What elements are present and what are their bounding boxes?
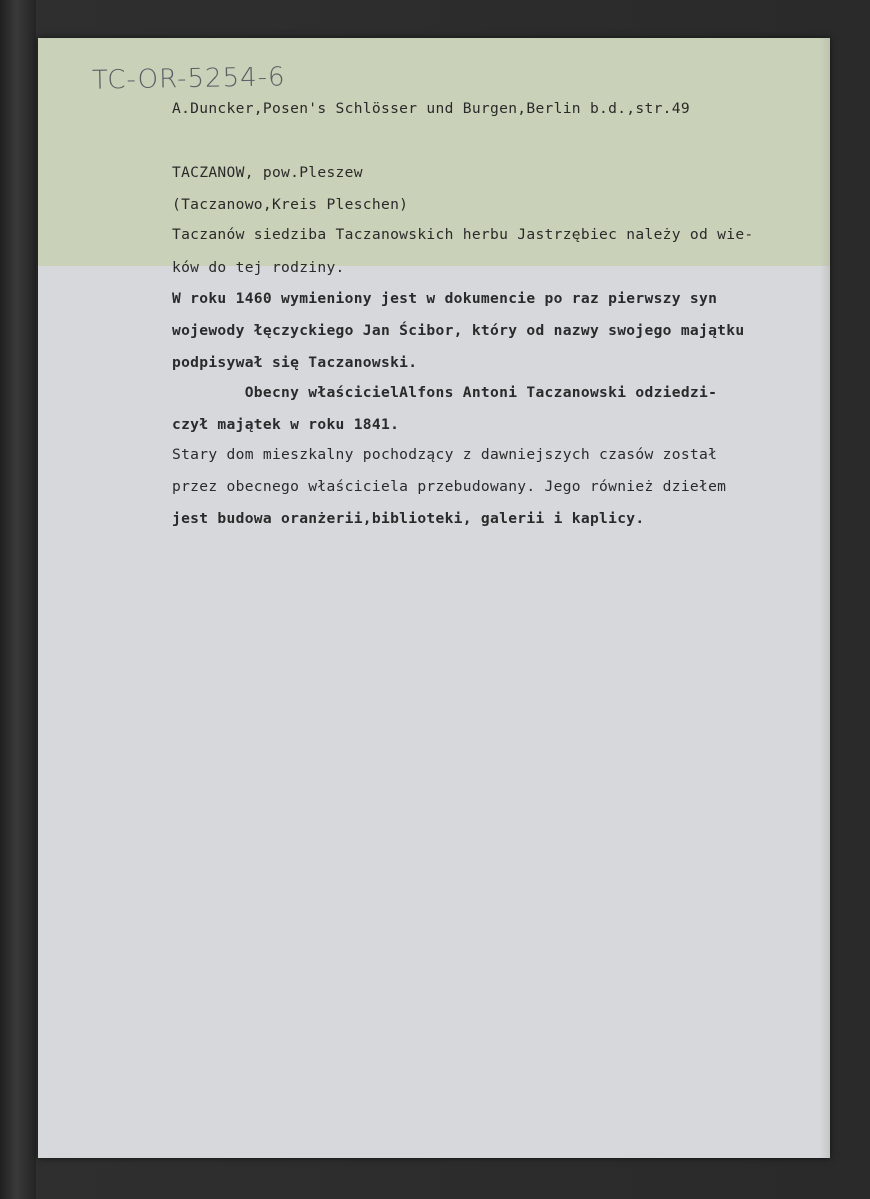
source-reference: A.Duncker,Posen's Schlösser und Burgen,Berlin b.d.,str.49	[172, 100, 690, 117]
body-line-8: Stary dom mieszkalny pochodzący z dawniejszych czasów został	[172, 446, 718, 463]
body-line-4: wojewody łęczyckiego Jan Ścibor, który od nazwy swojego majątku	[172, 322, 745, 339]
body-line-7: czył majątek w roku 1841.	[172, 416, 400, 433]
place-subheading: (Taczanowo,Kreis Pleschen)	[172, 196, 409, 213]
body-line-6: Obecny właścicielAlfons Antoni Taczanowski odziedzi-	[172, 384, 718, 401]
archive-mark: TC-OR-5254-6	[91, 62, 286, 96]
body-line-1: Taczanów siedziba Taczanowskich herbu Jastrzębiec należy od wie-	[172, 226, 754, 243]
body-line-2: ków do tej rodziny.	[172, 259, 345, 276]
sheet-edge	[820, 38, 830, 1158]
body-line-9: przez obecnego właściciela przebudowany. Jego również dziełem	[172, 478, 727, 495]
body-line-3: W roku 1460 wymieniony jest w dokumencie po raz pierwszy syn	[172, 290, 718, 307]
binder-edge	[0, 0, 36, 1199]
document-sheet	[38, 38, 830, 1158]
place-heading: TACZANOW, pow.Pleszew	[172, 164, 363, 181]
body-line-10: jest budowa oranżerii,biblioteki, galerii i kaplicy.	[172, 510, 645, 527]
body-line-5: podpisywał się Taczanowski.	[172, 354, 418, 371]
